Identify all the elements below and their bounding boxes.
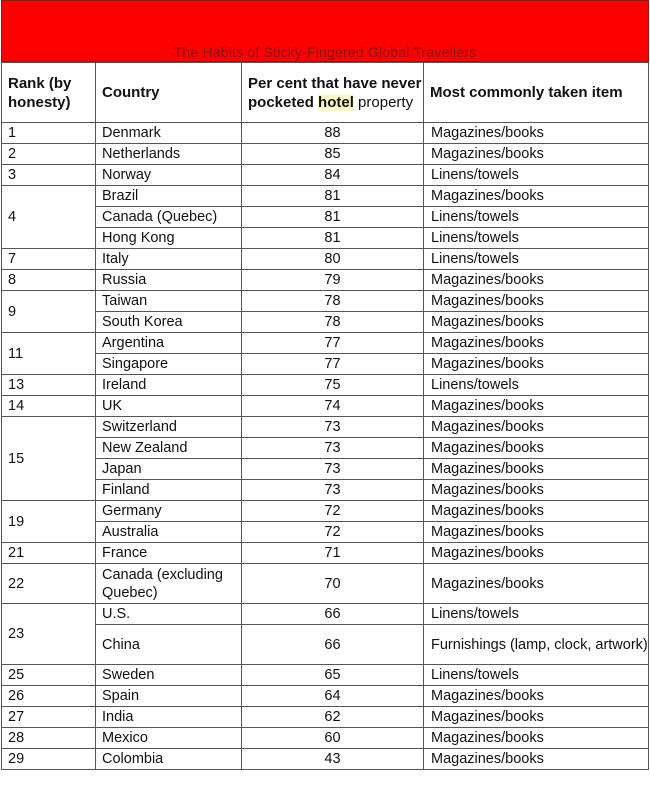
- country-cell: U.S.: [96, 604, 242, 625]
- header-rank: Rank (by honesty): [2, 63, 96, 123]
- percent-cell: 81: [242, 186, 424, 207]
- item-cell: Magazines/books: [424, 417, 649, 438]
- table-row: [2, 564, 649, 604]
- rank-cell: 11: [2, 333, 96, 375]
- header-percent: Per cent that have never pocketed hotel property: [242, 63, 424, 123]
- highlighted-word: hotel: [318, 93, 354, 111]
- table-row: [2, 312, 649, 333]
- item-cell: Magazines/books: [424, 186, 649, 207]
- item-cell: Magazines/books: [424, 543, 649, 564]
- item-cell: Furnishings (lamp, clock, artwork): [424, 625, 649, 665]
- percent-cell: 72: [242, 501, 424, 522]
- country-cell: Switzerland: [96, 417, 242, 438]
- country-cell: Canada (excluding Quebec): [96, 564, 242, 604]
- item-cell: Magazines/books: [424, 564, 649, 604]
- percent-cell: 81: [242, 207, 424, 228]
- percent-cell: 65: [242, 665, 424, 686]
- table-row: [2, 165, 649, 186]
- item-cell: Magazines/books: [424, 459, 649, 480]
- percent-cell: 62: [242, 707, 424, 728]
- table-row: [2, 749, 649, 770]
- rank-cell: 29: [2, 749, 96, 770]
- rank-cell: 25: [2, 665, 96, 686]
- table-row: [2, 396, 649, 417]
- percent-cell: 78: [242, 291, 424, 312]
- table-row: [2, 228, 649, 249]
- table-row: [2, 417, 649, 438]
- rank-cell: 14: [2, 396, 96, 417]
- country-cell: Norway: [96, 165, 242, 186]
- country-cell: New Zealand: [96, 438, 242, 459]
- rank-cell: 28: [2, 728, 96, 749]
- percent-cell: 66: [242, 625, 424, 665]
- item-cell: Magazines/books: [424, 333, 649, 354]
- country-cell: Australia: [96, 522, 242, 543]
- table-row: [2, 625, 649, 665]
- country-cell: Spain: [96, 686, 242, 707]
- country-cell: Taiwan: [96, 291, 242, 312]
- country-cell: Finland: [96, 480, 242, 501]
- table-row: [2, 144, 649, 165]
- country-cell: South Korea: [96, 312, 242, 333]
- country-cell: Germany: [96, 501, 242, 522]
- percent-cell: 66: [242, 604, 424, 625]
- table-row: [2, 459, 649, 480]
- item-cell: Magazines/books: [424, 144, 649, 165]
- country-cell: Canada (Quebec): [96, 207, 242, 228]
- item-cell: Magazines/books: [424, 123, 649, 144]
- table-row: [2, 501, 649, 522]
- item-cell: Magazines/books: [424, 749, 649, 770]
- percent-cell: 72: [242, 522, 424, 543]
- header-row: [2, 63, 649, 123]
- table-row: [2, 270, 649, 291]
- table-row: [2, 728, 649, 749]
- item-cell: Magazines/books: [424, 480, 649, 501]
- item-cell: Magazines/books: [424, 291, 649, 312]
- item-cell: Magazines/books: [424, 501, 649, 522]
- rank-cell: 9: [2, 291, 96, 333]
- country-cell: China: [96, 625, 242, 665]
- rank-cell: 26: [2, 686, 96, 707]
- item-cell: Magazines/books: [424, 396, 649, 417]
- country-cell: Ireland: [96, 375, 242, 396]
- header-country: Country: [96, 63, 242, 123]
- percent-cell: 80: [242, 249, 424, 270]
- table-row: [2, 707, 649, 728]
- table-row: [2, 543, 649, 564]
- rank-cell: 7: [2, 249, 96, 270]
- header-item: Most commonly taken item: [424, 63, 649, 123]
- table-title: The Habits of Sticky-Fingered Global Travellers: [173, 44, 477, 60]
- item-cell: Magazines/books: [424, 438, 649, 459]
- item-cell: Linens/towels: [424, 207, 649, 228]
- rank-cell: 1: [2, 123, 96, 144]
- country-cell: Sweden: [96, 665, 242, 686]
- rank-cell: 23: [2, 604, 96, 665]
- percent-cell: 70: [242, 564, 424, 604]
- country-cell: Mexico: [96, 728, 242, 749]
- table-row: [2, 604, 649, 625]
- percent-cell: 81: [242, 228, 424, 249]
- table-row: [2, 207, 649, 228]
- percent-cell: 73: [242, 438, 424, 459]
- percent-cell: 77: [242, 333, 424, 354]
- title-bar: [1, 0, 649, 62]
- travellers-table: [1, 62, 649, 770]
- percent-cell: 64: [242, 686, 424, 707]
- country-cell: Japan: [96, 459, 242, 480]
- country-cell: France: [96, 543, 242, 564]
- country-cell: UK: [96, 396, 242, 417]
- percent-cell: 88: [242, 123, 424, 144]
- item-cell: Linens/towels: [424, 165, 649, 186]
- percent-cell: 60: [242, 728, 424, 749]
- percent-cell: 73: [242, 417, 424, 438]
- table-row: [2, 186, 649, 207]
- percent-cell: 85: [242, 144, 424, 165]
- percent-cell: 77: [242, 354, 424, 375]
- item-cell: Magazines/books: [424, 270, 649, 291]
- table-row: [2, 665, 649, 686]
- rank-cell: 21: [2, 543, 96, 564]
- country-cell: Singapore: [96, 354, 242, 375]
- item-cell: Magazines/books: [424, 354, 649, 375]
- table-row: [2, 354, 649, 375]
- table-row: [2, 438, 649, 459]
- item-cell: Magazines/books: [424, 686, 649, 707]
- rank-cell: 4: [2, 186, 96, 249]
- percent-cell: 78: [242, 312, 424, 333]
- table-row: [2, 686, 649, 707]
- item-cell: Magazines/books: [424, 707, 649, 728]
- item-cell: Linens/towels: [424, 228, 649, 249]
- percent-cell: 73: [242, 480, 424, 501]
- table-row: [2, 522, 649, 543]
- table-row: [2, 333, 649, 354]
- country-cell: Russia: [96, 270, 242, 291]
- percent-cell: 79: [242, 270, 424, 291]
- country-cell: Argentina: [96, 333, 242, 354]
- table-row: [2, 480, 649, 501]
- table-container: [1, 0, 649, 770]
- country-cell: Colombia: [96, 749, 242, 770]
- table-row: [2, 291, 649, 312]
- rank-cell: 8: [2, 270, 96, 291]
- item-cell: Linens/towels: [424, 249, 649, 270]
- item-cell: Magazines/books: [424, 728, 649, 749]
- percent-cell: 75: [242, 375, 424, 396]
- rank-cell: 22: [2, 564, 96, 604]
- item-cell: Linens/towels: [424, 604, 649, 625]
- item-cell: Linens/towels: [424, 375, 649, 396]
- rank-cell: 15: [2, 417, 96, 501]
- table-row: [2, 375, 649, 396]
- percent-cell: 73: [242, 459, 424, 480]
- item-cell: Magazines/books: [424, 312, 649, 333]
- item-cell: Magazines/books: [424, 522, 649, 543]
- rank-cell: 19: [2, 501, 96, 543]
- table-row: [2, 123, 649, 144]
- item-cell: Linens/towels: [424, 665, 649, 686]
- table-row: [2, 249, 649, 270]
- country-cell: Netherlands: [96, 144, 242, 165]
- percent-cell: 43: [242, 749, 424, 770]
- country-cell: Italy: [96, 249, 242, 270]
- country-cell: Brazil: [96, 186, 242, 207]
- percent-cell: 74: [242, 396, 424, 417]
- percent-cell: 84: [242, 165, 424, 186]
- rank-cell: 3: [2, 165, 96, 186]
- rank-cell: 2: [2, 144, 96, 165]
- country-cell: Denmark: [96, 123, 242, 144]
- percent-cell: 71: [242, 543, 424, 564]
- rank-cell: 27: [2, 707, 96, 728]
- country-cell: Hong Kong: [96, 228, 242, 249]
- country-cell: India: [96, 707, 242, 728]
- rank-cell: 13: [2, 375, 96, 396]
